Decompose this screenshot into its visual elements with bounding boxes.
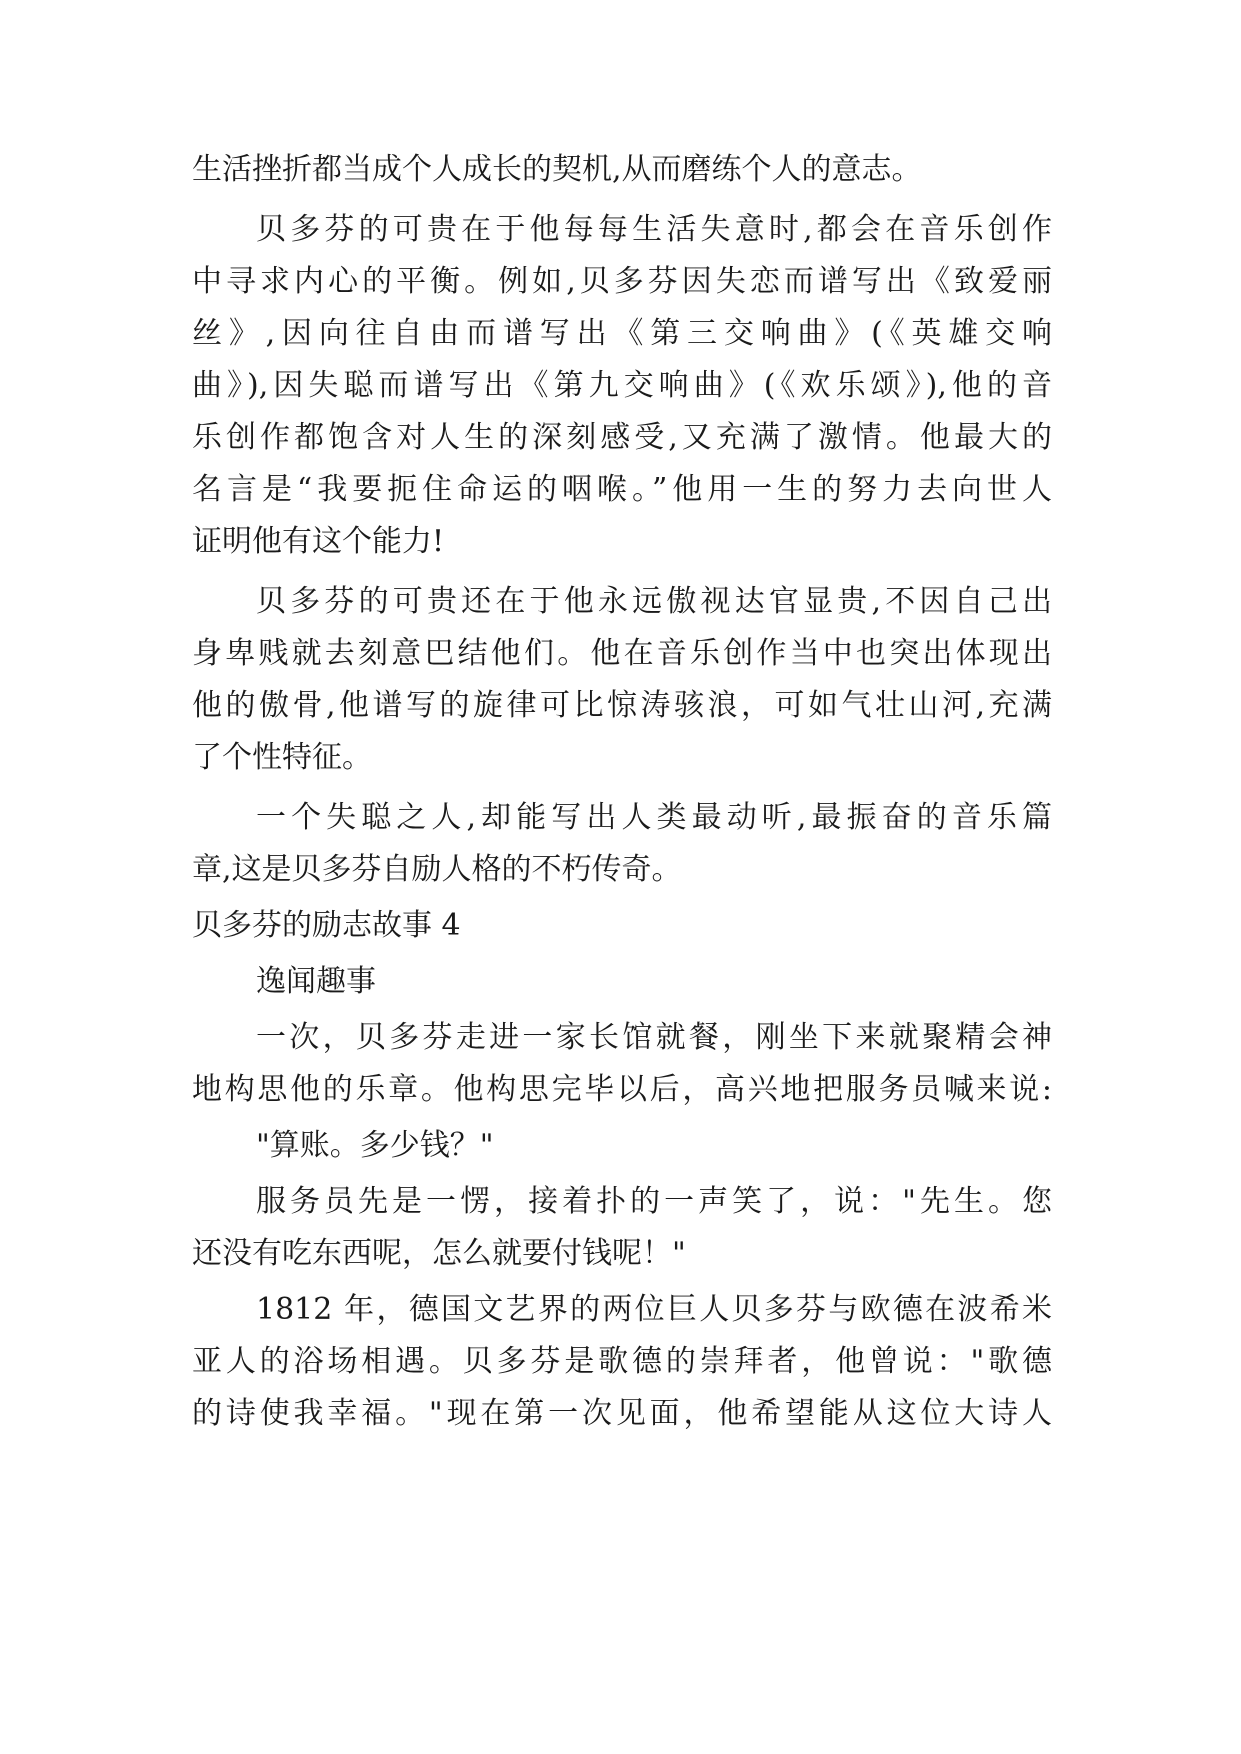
paragraph-line: 生活挫折都当成个人成长的契机,从而磨练个人的意志。 [192,152,922,187]
paragraph-line: 的诗使我幸福。"现在第一次见面，他希望能从这位大诗人 [192,1396,1052,1431]
section-heading: 贝多芬的励志故事 4 [192,908,461,943]
paragraph-line: 证明他有这个能力! [192,524,445,559]
paragraph-line: 还没有吃东西呢，怎么就要付钱呢！" [192,1236,686,1271]
paragraph-line: 了个性特征。 [192,740,372,775]
paragraph-line: 丝》,因向往自由而谱写出《第三交响曲》(《英雄交响 [192,316,1052,351]
paragraph-line: 亚人的浴场相遇。贝多芬是歌德的崇拜者，他曾说："歌德 [192,1344,1052,1379]
paragraph-line: 他的傲骨,他谱写的旋律可比惊涛骇浪，可如气壮山河,充满 [192,688,1052,723]
paragraph-line: 章,这是贝多芬自励人格的不朽传奇。 [192,852,682,887]
paragraph-line: 中寻求内心的平衡。例如,贝多芬因失恋而谱写出《致爱丽 [192,264,1052,299]
paragraph-line: 服务员先是一愣，接着扑的一声笑了，说："先生。您 [256,1184,1052,1219]
paragraph-line: 曲》),因失聪而谱写出《第九交响曲》(《欢乐颂》),他的音 [192,368,1052,403]
paragraph-line: 一个失聪之人,却能写出人类最动听,最振奋的音乐篇 [256,800,1052,835]
paragraph-line: 贝多芬的可贵在于他每每生活失意时,都会在音乐创作 [256,212,1052,247]
paragraph-line: 乐创作都饱含对人生的深刻感受,又充满了激情。他最大的 [192,420,1052,455]
subheading: 逸闻趣事 [256,964,376,999]
paragraph-line: 地构思他的乐章。他构思完毕以后，高兴地把服务员喊来说: [192,1072,1052,1107]
paragraph-line: 1812 年，德国文艺界的两位巨人贝多芬与欧德在波希米 [256,1292,1052,1327]
paragraph-line: "算账。多少钱？" [256,1128,494,1163]
paragraph-line: 名言是“我要扼住命运的咽喉。”他用一生的努力去向世人 [192,472,1052,507]
paragraph-line: 一次，贝多芬走进一家长馆就餐，刚坐下来就聚精会神 [256,1020,1052,1055]
paragraph-line: 贝多芬的可贵还在于他永远傲视达官显贵,不因自己出 [256,584,1052,619]
paragraph-line: 身卑贱就去刻意巴结他们。他在音乐创作当中也突出体现出 [192,636,1052,671]
